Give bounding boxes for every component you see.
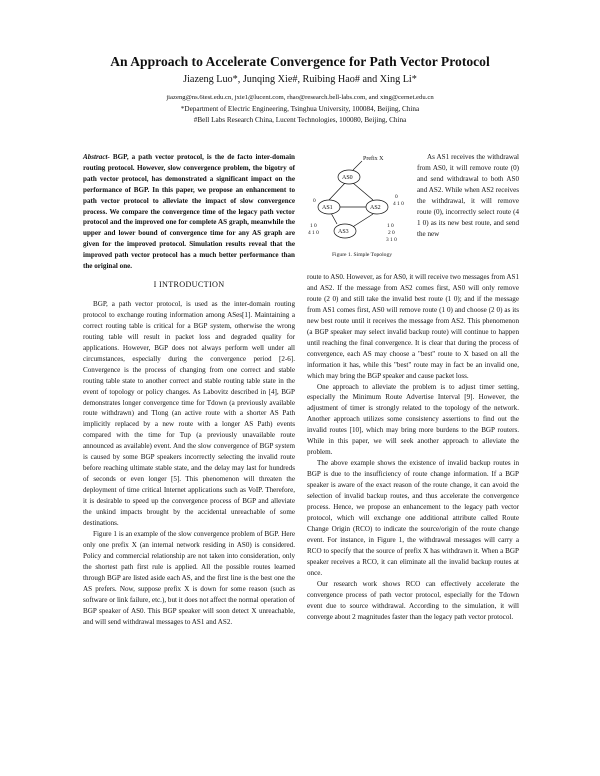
paper-title: An Approach to Accelerate Convergence for Path Vector Protocol bbox=[110, 54, 490, 69]
node-label: AS3 bbox=[338, 229, 349, 235]
section-heading: I INTRODUCTION bbox=[153, 279, 225, 289]
author-emails: jiazeng@ns.6test.edu.cn, jxie1@lucent.com, rhao@research.bell-labs.com, and xing@cernet.edu.cn bbox=[166, 94, 434, 101]
affiliation-1: *Department of Electric Engineering, Tsinghua University, 100084, Beijing, China bbox=[180, 105, 420, 113]
abstract-lead: Abstract- bbox=[83, 153, 110, 161]
prefix-label: Prefix X bbox=[363, 156, 384, 162]
figure-caption: Figure 1. Simple Topology bbox=[331, 252, 393, 258]
node-label: AS1 bbox=[322, 205, 333, 211]
paragraph: The above example shows the existence of invalid backup routes in BGP is due to the insufficiency of route change information. If a BGP speaker is aware of the exact reason of the route change, it can avoid the selection of invalid backup routes, and thus accelerate the convergence process. Hence, we propose an enhancement to the legacy path vector protocol, which will exchange one additional attribute called Route Change Origin (RCO) to indicate the source/origin of the route change event. For instance, in Figure 1, the withdrawal messages will carry a RCO to specify that the source of prefix X has withdrawn it. When a BGP speaker receives a RCO, it can eliminate all the invalid backup routes at once. bbox=[307, 459, 519, 577]
route-label: 3 1 0 bbox=[386, 237, 397, 243]
wrap-paragraph-block bbox=[417, 152, 519, 240]
route-label: 4 1 0 bbox=[308, 230, 319, 236]
paragraph: One approach to alleviate the problem is to adjust timer setting, especially the Minimum Route Advertise Interval [9]. However, the adjustment of timer is strongly related to the topology of the network. Another approach utilizes some consistency assertions to find out the invalid routes [10], which may bring more burdens to the BGP routers. While in this paper, we will seek another approach to alleviate the problem. bbox=[307, 382, 519, 457]
paragraph: Figure 1 is an example of the slow convergence problem of BGP. Here only one prefix X (an internal network residing in AS0) is considered. Policy and commercial relationship are not taken into consideration, only the shortest path first rule is applied. All the possible routes learned through BGP are listed aside each AS, and the first line is the best one the AS prefers. Now, suppose prefix X is down for some reason (such as software or link failure, etc.), but it does not affect the normal operation of BGP speaker of AS0. This BGP speaker will soon detect X unreachable, and will send withdrawal messages to AS1 and AS2. bbox=[83, 529, 295, 626]
node-label: AS0 bbox=[342, 175, 353, 181]
paragraph: BGP, a path vector protocol, is used as the inter-domain routing protocol to exchange routing information among ASes[1]. Maintaining a correct routing table is critical for a BGP system, otherwise the wrong routing table will result in packet loss and degraded quality for applications. However, BGP does not always perform well under all circumstances, especially during the convergence period [2-6]. Convergence is the process of changing from one correct and stable routing table state to another correct and stable routing table state in the event of topology or policy changes. As Labovitz described in [4], BGP demonstrates longer convergence time for Tdown (a previously available route withdrawn) and Tlong (an active route with a shorter AS Path implicitly replaced by a new route with a longer AS Path) events compared with the time for Tup (a previously unavailable route announced as available) event. And the slow convergence of BGP system is caused by some BGP speakers incorrectly selecting the invalid route before reaching ultimate stable state, and the delay may last for hundreds of seconds or even longer [5]. This phenomenon will threaten the deployment of time critical Internet applications such as VoIP. Therefore, it is desirable to speed up the convergence process of BGP and alleviate the unkind impacts brought by the accidental unreachable of some destinations. bbox=[83, 299, 295, 527]
paragraph: As AS1 receives the withdrawal from AS0, it will remove route (0) and send withdrawal to both AS0 and AS2. While when AS2 receives the withdrawal, it will remove route (0), incorrectly select route (4 1 0) as its new best route, and send the new bbox=[417, 153, 519, 238]
affiliation-2: #Bell Labs Research China, Lucent Technologies, 100080, Beijing, China bbox=[193, 116, 407, 124]
right-column bbox=[307, 272, 519, 623]
figure-1 bbox=[307, 152, 417, 270]
abstract-text: BGP, a path vector protocol, is the de facto inter-domain routing protocol. However, slow convergence problem, the bigotry of path vector protocol, has demonstrated a significant impact on the performance of BGP. In this paper, we propose an enhancement to path vector protocol to alleviate the impact of slow convergence process. We compare the convergence time of the legacy path vector protocol and the improved one for complete AS graph, meanwhile the upper and lower bound of convergence time for any AS graph are given for the improved protocol. Simulation results reveal that the improved path vector protocol has a much better performance than the original one. bbox=[83, 153, 295, 271]
route-label: 4 1 0 bbox=[393, 201, 404, 207]
paragraph: route to AS0. However, as for AS0, it will receive two messages from AS1 and AS2. If the message from AS2 comes first, AS0 will only remove route (2 0) and still take the invalid best route (1 0); and if the message from AS1 comes first, AS0 will remove route (1 0) and choose (2 0) as its new best route until it receives the message from AS2. This phenomenon (a BGP speaker may select invalid backup route) will continue to happen until reaching the final convergence. It is clear that during the process of convergence, each AS may choose a "best" route to X based on all the information it has, while this "best" route may in fact be an invalid one, which may bring the BGP speaker and cause packet loss. bbox=[307, 273, 519, 380]
node-label: AS2 bbox=[370, 205, 381, 211]
route-label: 0 bbox=[395, 194, 398, 200]
route-label: 1 0 bbox=[387, 223, 394, 229]
paragraph: Our research work shows RCO can effectively accelerate the convergence process of path vector protocol, especially for the Tdown event due to source withdrawal. According to the simulation, it will converge about 2 magnitudes faster than the legacy path vector protocol. bbox=[307, 579, 519, 621]
topology-diagram bbox=[307, 152, 417, 252]
route-label: 1 0 bbox=[310, 223, 317, 229]
route-label: 2 0 bbox=[388, 230, 395, 236]
route-label: 0 bbox=[313, 198, 316, 204]
author-list: Jiazeng Luo*, Junqing Xie#, Ruibing Hao# and Xing Li* bbox=[183, 74, 417, 85]
left-column bbox=[83, 152, 295, 628]
abstract bbox=[83, 152, 295, 272]
